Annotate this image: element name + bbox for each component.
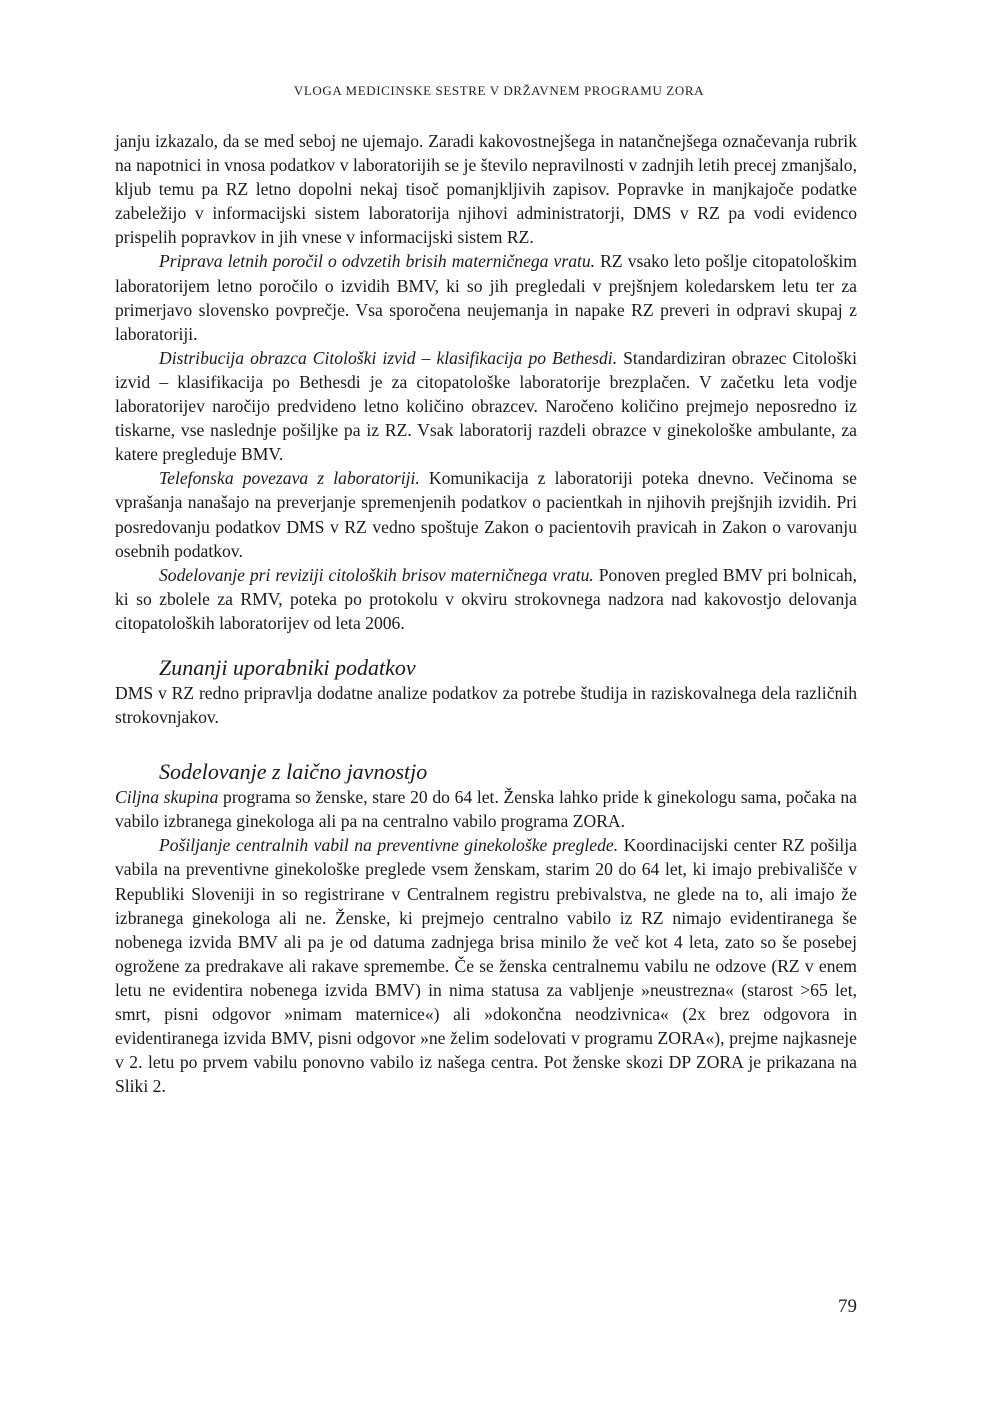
run-in-heading: Ciljna skupina (115, 787, 219, 808)
run-in-heading: Pošiljanje centralnih vabil na preventivne ginekološke preglede. (159, 835, 619, 856)
run-in-heading: Priprava letnih poročil o odvzetih brisih materničnega vratu. (159, 251, 596, 272)
section-heading: Sodelovanje z laično javnostjo (159, 759, 428, 785)
running-header: VLOGA MEDICINSKE SESTRE V DRŽAVNEM PROGRAMU ZORA (293, 83, 705, 98)
run-in-heading: Sodelovanje pri reviziji citoloških brisov materničnega vratu. (159, 564, 594, 585)
run-in-heading: Distribucija obrazca Citološki izvid – klasifikacija po Bethesdi. (159, 347, 618, 368)
paragraph-text: Koordinacijski center RZ pošilja vabila na preventivne ginekološke preglede vsem ženskam, starim 20 do 64 let, ki imajo prebivališče v Republiki Sloveniji in so registrirane v Centralnem registru prebivalstva, ne glede na to, ali imajo že izbranega ginekologa ali ne. Ženske, ki prejmejo centralno vabilo iz RZ nimajo evidentiranega še nobenega izvida BMV ali pa je od datuma zadnjega brisa minilo že več kot 4 leta, zato so še posebej ogrožene za predrakave ali rakave spremembe. Če se ženska centralnemu vabilu ne odzove (RZ v enem letu ne evidentira nobenega izvida BMV) in nima statusa za vabljenje »neustrezna« (starost >65 let, smrt, pisni odgovor »nimam maternice«) ali »dokončna neodzivnica« (2x brez odgovora in evidentiranega izvida BMV, pisni odgovor »ne želim sodelovati v programu ZORA«), prejme najkasneje v 2. letu po prvem vabilu ponovno vabilo iz našega centra. Pot ženske skozi DP ZORA je prikazana na Sliki 2. (115, 835, 857, 1097)
paragraph (115, 563, 857, 635)
paragraph-text: Standardiziran obrazec Citološki izvid – klasifikacija po Bethesdi je za citopatološke laboratorije brezplačen. V začetku leta vodje laboratorijev naročijo predvideno letno količino obrazcev. Naročeno količino prejmejo neposredno iz tiskarne, vse naslednje pošiljke pa iz RZ. Vsak laboratorij razdeli obrazce v ginekološke ambulante, za katere pregleduje BMV. (115, 347, 857, 465)
paragraph-text: RZ vsako leto pošlje citopatološkim laboratorijem letno poročilo o izvidih BMV, ki so jih pregledali v prejšnjem koledarskem letu ter za primerjavo slovensko povprečje. Vsa sporočena neujemanja in napake RZ preveri in odpravi skupaj z laboratoriji. (115, 251, 857, 344)
page-number: 79 (838, 1296, 857, 1317)
paragraph (115, 346, 857, 466)
paragraph: DMS v RZ redno pripravlja dodatne analize podatkov za potrebe študija in raziskovalnega dela različnih strokovnjakov. (115, 682, 857, 728)
run-in-heading: Telefonska povezava z laboratoriji. (159, 468, 420, 489)
paragraph-text: programa so ženske, stare 20 do 64 let. Ženska lahko pride k ginekologu sama, počaka na vabilo izbranega ginekologa ali pa na centralno vabilo programa ZORA. (115, 787, 857, 832)
paragraph: janju izkazalo, da se med seboj ne ujemajo. Zaradi kakovostnejšega in natančnejšega označevanja rubrik na napotnici in vnosa podatkov v laboratorijih se je število nepravilnosti v zadnjih letih precej zmanjšalo, kljub temu pa RZ letno dopolni nekaj tisoč pomanjkljivih zapisov. Popravke in manjkajoče podatke zabeležijo v informacijski sistem laboratorija njihovi administratorji, DMS v RZ pa vodi evidenco prispelih popravkov in jih vnese v informacijski sistem RZ. (115, 131, 857, 248)
paragraph-text: Komunikacija z laboratoriji poteka dnevno. Večinoma se vprašanja nanašajo na preverjanje spremenjenih podatkov o pacientkah in njihovih prejšnjih izvidih. Pri posredovanju podatkov DMS v RZ vedno spoštuje Zakon o pacientovih pravicah in Zakon o varovanju osebnih podatkov. (115, 468, 857, 561)
paragraph (115, 785, 857, 833)
section-heading: Zunanji uporabniki podatkov (159, 654, 416, 680)
paragraph (115, 249, 857, 345)
paragraph-text: Ponoven pregled BMV pri bolnicah, ki so zbolele za RMV, poteka po protokolu v okviru strokovnega nadzora nad kakovostjo delovanja citopatoloških laboratorijev od leta 2006. (115, 564, 857, 633)
paragraph (115, 466, 857, 562)
body-text (115, 129, 857, 1098)
paragraph (115, 833, 857, 1098)
